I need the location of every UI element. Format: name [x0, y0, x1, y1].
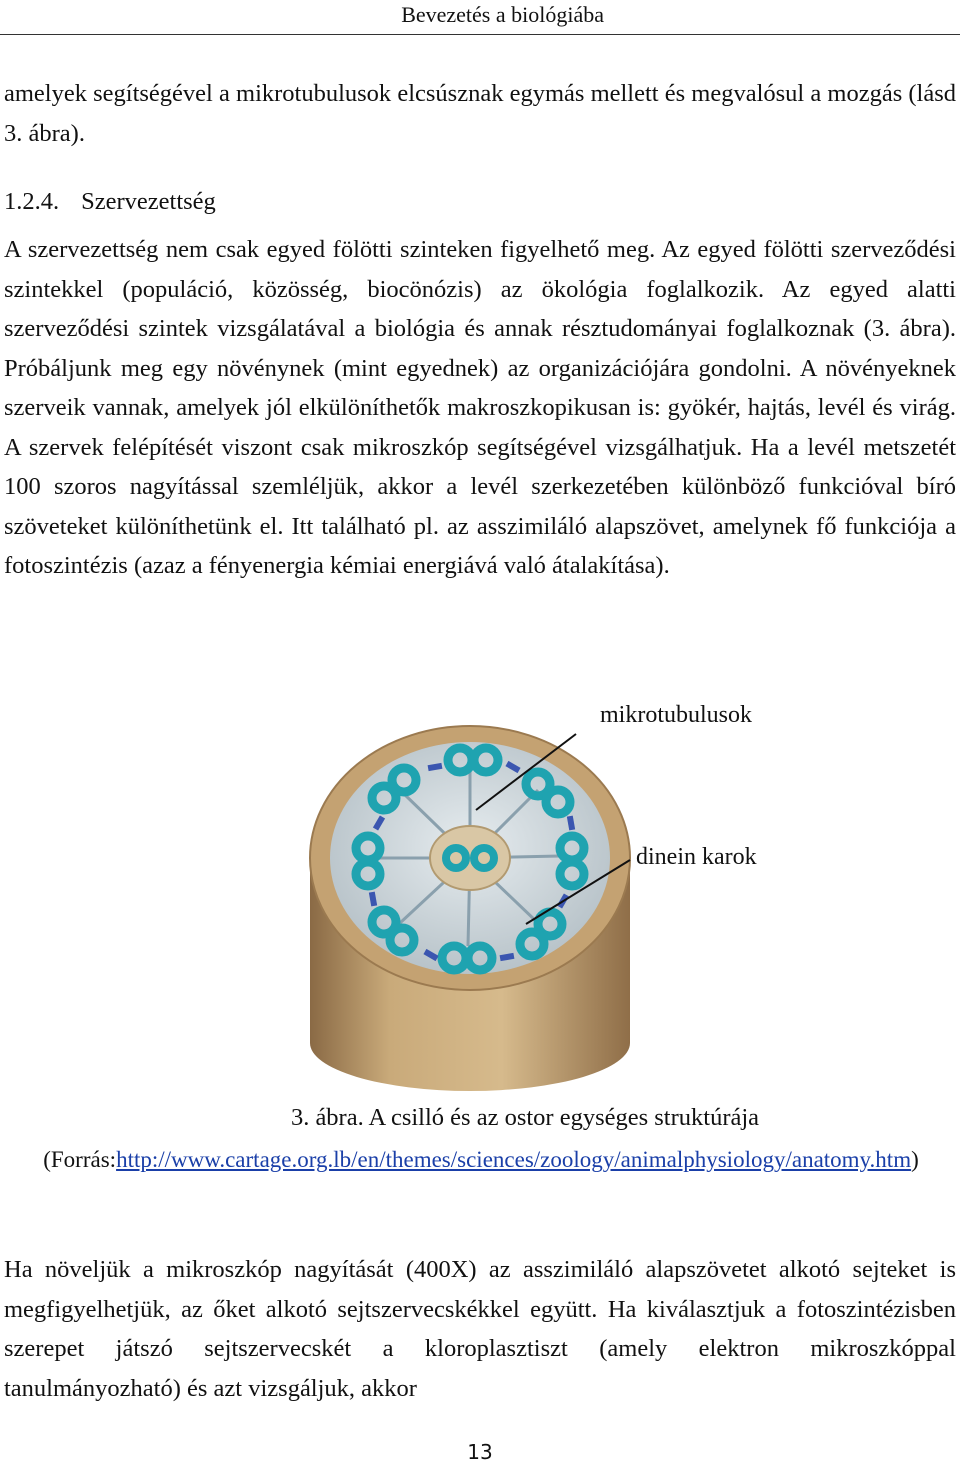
paragraph-intro: amelyek segítségével a mikrotubulusok elcsúsznak egymás mellett és megvalósul a mozgás (lásd 3. ábra).	[4, 80, 956, 147]
cilium-cross-section-illustration	[300, 708, 900, 1098]
label-dynein-arms: dinein karok	[636, 844, 757, 870]
figure-source	[6, 1142, 956, 1178]
source-suffix: )	[911, 1147, 919, 1172]
figure-caption: 3. ábra. A csilló és az ostor egységes struktúrája	[290, 1104, 760, 1131]
page-header	[0, 0, 960, 36]
paragraph-organization: A szervezettség nem csak egyed fölötti szinteken figyelhető meg. Az egyed fölötti szerveződési szintekkel (populáció, közösség, biocönózis) az ökológia foglalkozik. Az egyed alatti szerveződési szintek vizsgálatával a biológia és annak résztudományai foglalkoznak (3. ábra). Próbáljunk meg egy növénynek (mint egyednek) az organizációjára gondolni. A növényeknek szerveik vannak, amelyek jól elkülöníthetők makroszkopikusan is: gyökér, hajtás, levél és virág. A szervek felépítését viszont csak mikroszkóp segítségével vizsgálhatjuk. Ha a levél metszetét 100 szoros nagyítással szemléljük, akkor a levél szerkezetében különböző funkcióval bíró szöveteket különíthetünk el. Itt található pl. az asszimiláló alapszövet, amelynek fő funkciója a fotoszintézis (azaz a fényenergia kémiai energiává való átalakítása).	[4, 236, 956, 579]
paragraph-chloroplast: Ha növeljük a mikroszkóp nagyítását (400X) az asszimiláló alapszövetet alkotó sejteket is megfigyelhetjük, az őket alkotó sejtszervecskékkel együtt. Ha kiválasztjuk a fotoszintézisben szerepet játszó sejtszervecskét a kloroplasztiszt (amely elektron mikroszkóppal tanulmányozható) és azt vizsgáljuk, akkor	[4, 1256, 956, 1402]
section-title: Szervezettség	[81, 188, 216, 215]
header-divider	[0, 34, 960, 35]
page-number: 13	[467, 1440, 493, 1464]
section-number: 1.2.4.	[4, 188, 60, 215]
source-prefix: (Forrás:	[43, 1147, 117, 1172]
label-microtubules: mikrotubulusok	[600, 702, 753, 728]
header-title: Bevezetés a biológiába	[401, 2, 604, 27]
source-link[interactable]: http://www.cartage.org.lb/en/themes/sciences/zoology/animalphysiology/anatomy.htm	[116, 1147, 912, 1172]
figure-cilium-structure	[300, 702, 900, 1098]
section-heading	[4, 182, 216, 222]
